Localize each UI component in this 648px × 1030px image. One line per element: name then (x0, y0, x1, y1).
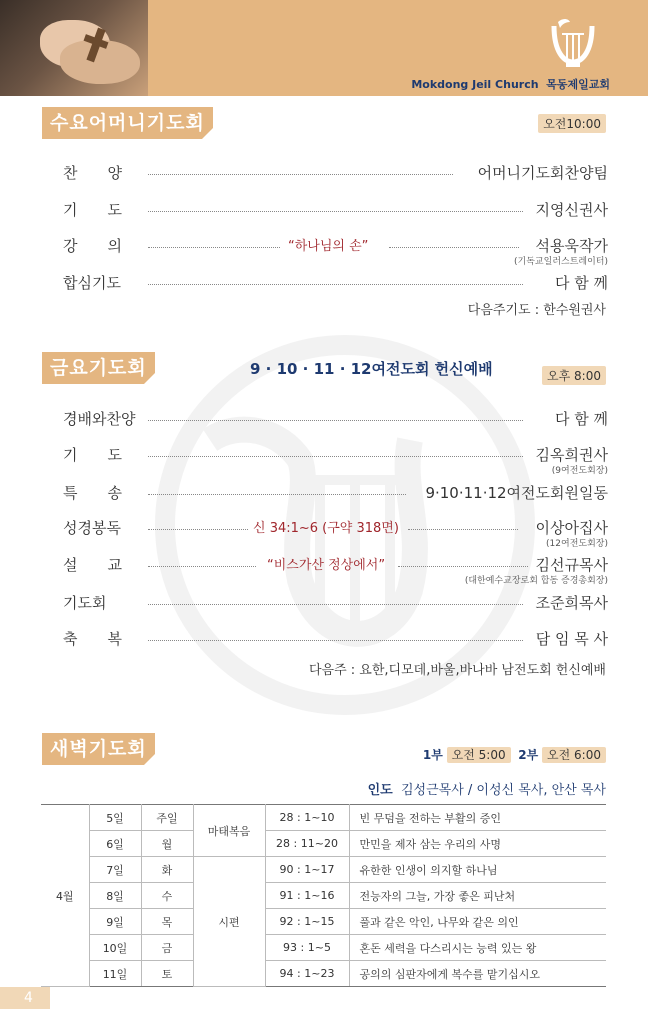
wed-row-united-prayer: 합심기도 다 함 께 (63, 274, 608, 292)
book-cell: 시편 (193, 857, 265, 987)
fri-row-prayer-meeting: 기도회 조준희목사 (63, 594, 608, 612)
fri-next-week: 다음주 : 요한,디모데,바울,바나바 남전도회 헌신예배 (308, 663, 606, 678)
fri-row-prayer: 기 도 김옥희권사 (9여전도회장) (63, 446, 608, 476)
dawn-times: 1부 오전 5:00 2부 오전 6:00 (423, 746, 606, 763)
wed-row-lecture: 강 의 “하나님의 손” 석용욱작가 (기독교일러스트레이터) (63, 237, 608, 267)
table-row: 10일 금 93 : 1~5 혼돈 세력을 다스리시는 능력 있는 왕 (41, 935, 606, 961)
fri-row-scripture: 성경봉독 신 34:1~6 (구약 318면) 이상아집사 (12여전도회장) (63, 519, 608, 549)
lyre-logo-icon (550, 16, 596, 68)
table-row: 9일 목 92 : 1~15 풀과 같은 악인, 나무와 같은 의인 (41, 909, 606, 935)
fri-section-title: 금요기도회 (42, 352, 155, 384)
header-banner (0, 0, 648, 96)
table-row: 11일 토 94 : 1~23 공의의 심판자에게 복수를 맡기십시오 (41, 961, 606, 987)
month-cell: 4월 (41, 805, 89, 987)
wed-section-title: 수요어머니기도회 (42, 107, 213, 139)
page-number: 4 (0, 987, 50, 1009)
fri-row-worship: 경배와찬양 다 함 께 (63, 410, 608, 428)
fri-time-badge: 오후 8:00 (542, 366, 606, 385)
book-cell: 마태복음 (193, 805, 265, 857)
table-row: 7일 화 시편 90 : 1~17 유한한 인생이 의지할 하나님 (41, 857, 606, 883)
praying-hands-photo (0, 0, 148, 96)
wed-next-week: 다음주기도 : 한수원권사 (467, 303, 606, 318)
fri-row-blessing: 축 복 담 임 목 사 (63, 630, 608, 648)
dawn-leaders: 인도 김성근목사 / 이성신 목사, 안산 목사 (367, 783, 606, 798)
fri-row-special-song: 특 송 9·10·11·12여전도회원일동 (63, 484, 608, 502)
table-row: 6일 월 28 : 11~20 만민을 제자 삼는 우리의 사명 (41, 831, 606, 857)
wed-time-badge: 오전10:00 (538, 114, 606, 133)
church-name: Mokdong Jeil Church 목동제일교회 (411, 78, 610, 91)
table-row: 8일 수 91 : 1~16 전능자의 그늘, 가장 좋은 피난처 (41, 883, 606, 909)
fri-row-sermon: 설 교 “비스가산 정상에서” 김선규목사 (대한예수교장로회 합동 증경총회장) (63, 556, 608, 586)
dawn-schedule-table (41, 804, 606, 987)
wed-row-prayer: 기 도 지영신권사 (63, 201, 608, 219)
fri-banner-title: 9 · 10 · 11 · 12여전도회 헌신예배 (250, 360, 493, 378)
table-row: 4월 5일 주일 마태복음 28 : 1~10 빈 무덤을 전하는 부활의 증인 (41, 805, 606, 831)
dawn-section-title: 새벽기도회 (42, 733, 155, 765)
wed-row-praise: 찬 양 어머니기도회찬양팀 (63, 164, 608, 182)
